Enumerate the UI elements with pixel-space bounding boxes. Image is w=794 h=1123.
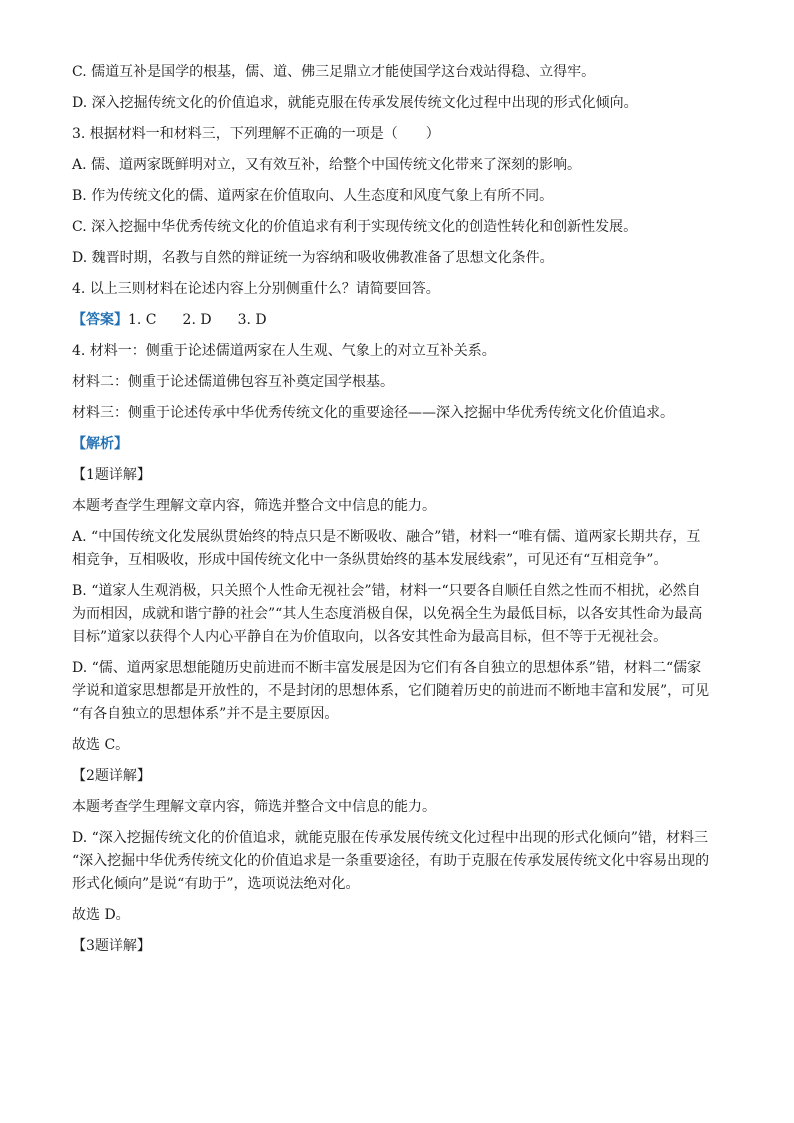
q1-intro: 本题考查学生理解文章内容，筛选并整合文中信息的能力。 bbox=[72, 498, 436, 514]
q3-option-c-line: C. 深入挖掘中华优秀传统文化的价值追求有利于实现传统文化的创造性转化和创新性发展。 bbox=[72, 219, 638, 235]
document-page bbox=[72, 62, 722, 967]
answer4-line-1: 4. 材料一：侧重于论述儒道两家在人生观、气象上的对立互补关系。 bbox=[72, 343, 496, 359]
q2-d-line-1: D. “深入挖掘传统文化的价值追求，就能克服在传承发展传统文化过程中出现的形式化倾向”错，材料三 bbox=[72, 830, 708, 846]
answer4-line-2: 材料二：侧重于论述儒道佛包容互补奠定国学根基。 bbox=[72, 374, 394, 390]
q3-option-b-line: B. 作为传统文化的儒、道两家在价值取向、人生态度和风度气象上有所不同。 bbox=[72, 188, 554, 204]
question-4-line: 4. 以上三则材料在论述内容上分别侧重什么？请简要回答。 bbox=[72, 281, 440, 297]
q2-choice: 故选 D。 bbox=[72, 907, 130, 923]
question-3-line: 3. 根据材料一和材料三，下列理解不正确的一项是（ ） bbox=[72, 126, 440, 142]
q1-d-line-2: 学说和道家思想都是开放性的，不是封闭的思想体系，它们随着历史的前进而不断地丰富和发展”，可见 bbox=[72, 683, 710, 699]
q1-choice: 故选 C。 bbox=[72, 737, 130, 753]
q3-option-d-line: D. 魏晋时期，名教与自然的辩证统一为容纳和吸收佛教准备了思想文化条件。 bbox=[72, 250, 554, 266]
answer-item-1: 1. C bbox=[128, 312, 157, 328]
q2-d-line-2: “深入挖掘中华优秀传统文化的价值追求是一条重要途径，有助于克服在传承发展传统文化中容易出现的 bbox=[72, 853, 710, 869]
answer4-line-3: 材料三：侧重于论述传承中华优秀传统文化的重要途径——深入挖掘中华优秀传统文化价值追求。 bbox=[72, 405, 674, 421]
q1-b-line-1: B. “道家人生观消极，只关照个人性命无视社会”错，材料一“只要各自顺任自然之性而不相扰，必然自 bbox=[72, 583, 701, 599]
answer-item-2: 2. D bbox=[182, 312, 212, 328]
q2-intro: 本题考查学生理解文章内容，筛选并整合文中信息的能力。 bbox=[72, 799, 436, 815]
q1-b-line-3: 目标”道家以获得个人内心平静自在为价值取向，以各安其性命为最高目标，但不等于无视社会。 bbox=[72, 629, 668, 645]
q1-option-d-analysis bbox=[72, 658, 722, 724]
q1-a-line-2: 相竞争，互相吸收，形成中国传统文化中一条纵贯始终的基本发展线索”，可见还有“互相竞争”。 bbox=[72, 552, 668, 568]
q1-d-line-3: “有各自独立的思想体系”并不是主要原因。 bbox=[72, 706, 339, 722]
q1-option-b-analysis bbox=[72, 581, 722, 647]
q2-d-line-3: 形式化倾向”是说“有助于”，选项说法绝对化。 bbox=[72, 876, 360, 892]
q1-a-line-1: A. “中国传统文化发展纵贯始终的特点只是不断吸收、融合”错，材料一“唯有儒、道两家长期共存，互 bbox=[72, 529, 701, 545]
answer-label: 【答案】 bbox=[72, 312, 128, 328]
q1-b-line-2: 为而相因，成就和谐宁静的社会”“其人生态度消极自保，以免祸全生为最低目标，以各安其性命为最高 bbox=[72, 606, 703, 622]
q1-d-line-1: D. “儒、道两家思想能随历史前进而不断丰富发展是因为它们有各自独立的思想体系”错，材料二“儒家 bbox=[72, 660, 702, 676]
option-d-line: D. 深入挖掘传统文化的价值追求，就能克服在传承发展传统文化过程中出现的形式化倾向。 bbox=[72, 95, 638, 111]
q1-option-a-analysis bbox=[72, 527, 722, 570]
q2-heading: 【2题详解】 bbox=[72, 768, 151, 784]
q3-heading: 【3题详解】 bbox=[72, 938, 151, 954]
answer-line bbox=[72, 310, 722, 330]
option-c-line: C. 儒道互补是国学的根基，儒、道、佛三足鼎立才能使国学这台戏站得稳、立得牢。 bbox=[72, 64, 596, 80]
q1-heading: 【1题详解】 bbox=[72, 467, 151, 483]
analysis-label: 【解析】 bbox=[72, 436, 128, 452]
answer-item-3: 3. D bbox=[237, 312, 267, 328]
q2-option-d-analysis bbox=[72, 828, 722, 894]
q3-option-a-line: A. 儒、道两家既鲜明对立，又有效互补，给整个中国传统文化带来了深刻的影响。 bbox=[72, 157, 582, 173]
